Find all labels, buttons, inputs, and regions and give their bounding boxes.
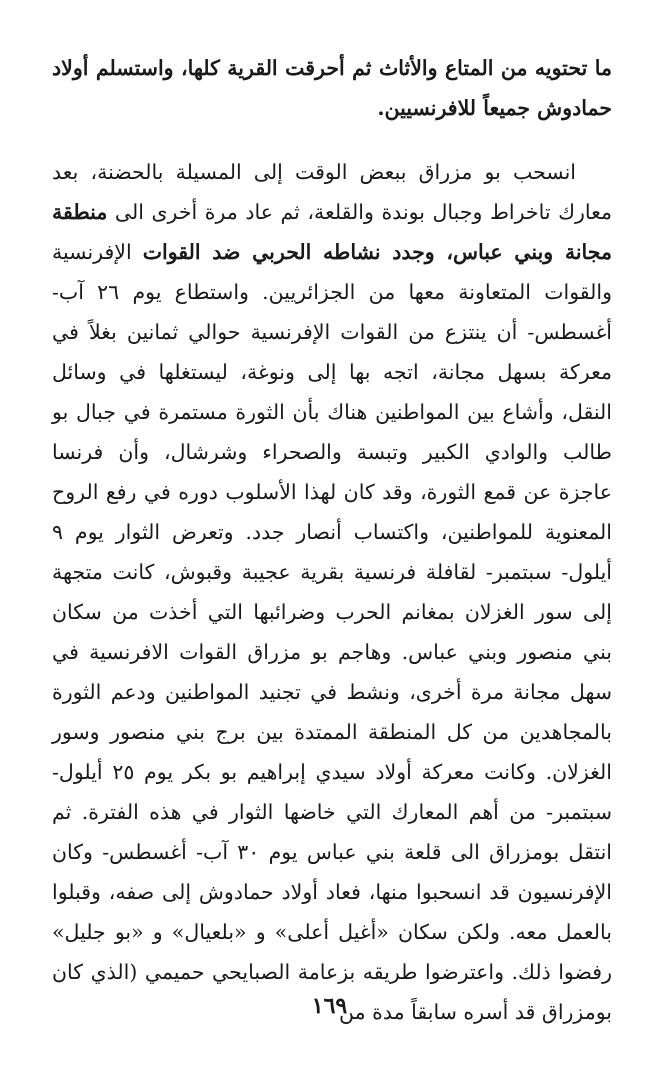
document-page (52, 48, 612, 1032)
page-number: ١٦٩ (311, 993, 348, 1019)
paragraph-text-part2: الإفرنسية والقوات المتعاونة معها من الجزائريين. واستطاع يوم ٢٦ آب- أغسطس- أن ينتزع من القوات الإفرنسية حوالي ثمانين بغلاً في معركة بسهل مجانة، اتجه بها إلى ونوغة، ليستغلها في وسائل النقل، وأشاع بين المواطنين هناك بأن الثورة مستمرة في جبال بو طالب والوادي الكبير وتبسة والصحراء وشرشال، وأن فرنسا عاجزة عن قمع الثورة، وقد كان لهذا الأسلوب دوره في رفع الروح المعنوية للمواطنين، واكتساب أنصار جدد. وتعرض الثوار يوم ٩ أيلول- سبتمبر- لقافلة فرنسية بقرية عجيبة وقبوش، كانت متجهة إلى سور الغزلان بمغانم الحرب وضرائبها التي أخذت من سكان بني منصور وبني عباس. وهاجم بو مزراق القوات الافرنسية في سهل مجانة مرة أخرى، ونشط في تجنيد المواطنين ودعم الثورة بالمجاهدين من كل المنطقة الممتدة بين برج بني منصور وسور الغزلان. وكانت معركة أولاد سيدي إبراهيم بو بكر يوم ٢٥ أيلول- سبتمبر- من أهم المعارك التي خاضها الثوار في هذه الفترة. ثم انتقل بومزراق الى قلعة بني عباس يوم ٣٠ آب- أغسطس- وكان الإفرنسيون قد انسحبوا منها، فعاد أولاد حمادوش إلى صفه، وقبلوا بالعمل معه. ولكن سكان «أغيل أعلى» و «بلعيال» و «بو جليل» رفضوا ذلك. واعترضوا طريقه بزعامة الصبايحي حميمي (الذي كان بومزراق قد أسره سابقاً مدة من (52, 240, 613, 1024)
main-paragraph (52, 152, 612, 1032)
lead-paragraph: ما تحتويه من المتاع والأثاث ثم أحرقت القرية كلها، واستسلم أولاد حمادوش جميعاً للافرنسيين. (52, 56, 612, 120)
paragraph-bold-phrase: منطقة مجانة وبني عباس، وجدد نشاطه الحربي ضد القوات (52, 200, 613, 264)
paragraph-text-part1: انسحب بو مزراق ببعض الوقت إلى المسيلة بالحضنة، بعد معارك تاخراط وجبال بوندة والقلعة، ثم عاد مرة أخرى الى (52, 160, 612, 224)
